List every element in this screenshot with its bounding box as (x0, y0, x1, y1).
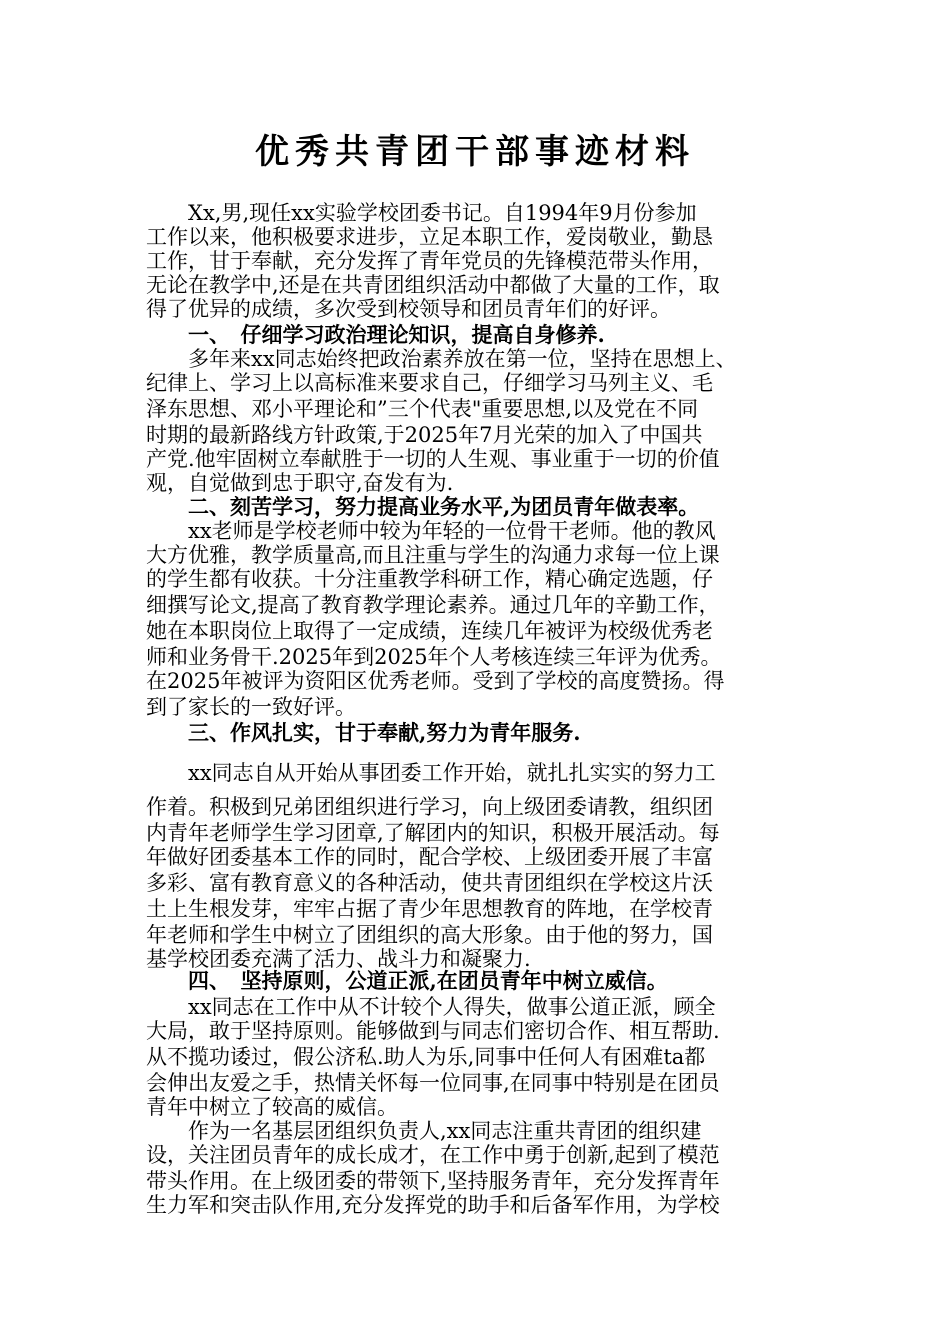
section-heading-3: 三、作风扎实，甘于奉献,努力为青年服务. (146, 720, 581, 745)
para-line: 土上生根发芽，牢牢占据了青少年思想教育的阵地，在学校青 (146, 897, 713, 921)
para-line: 无论在教学中,还是在共青团组织活动中都做了大量的工作，取 (146, 273, 720, 297)
para-line: 工作，甘于奉献，充分发挥了青年党员的先锋模范带头作用， (146, 249, 713, 273)
para-line: 纪律上、学习上以高标准来要求自己，仔细学习马列主义、毛 (146, 371, 713, 395)
section-heading-2: 二、刻苦学习，努力提高业务水平,为团员青年做表率。 (146, 494, 700, 519)
para-line: 会伸出友爱之手，热情关怀每一位同事,在同事中特别是在团员 (146, 1071, 720, 1095)
para-line: 产党.他牢固树立奉献胜于一切的人生观、事业重于一切的价值 (146, 447, 720, 471)
para-line: 多彩、富有教育意义的各种活动，使共青团组织在学校这片沃 (146, 871, 713, 895)
para-line: 设，关注团员青年的成长成才，在工作中勇于创新,起到了模范 (146, 1143, 720, 1167)
para-line: 师和业务骨干.2025年到2025年个人考核连续三年评为优秀。 (146, 645, 722, 669)
para-line: 细撰写论文,提高了教育教学理论素养。通过几年的辛勤工作， (146, 593, 720, 617)
para-line: 年做好团委基本工作的同时，配合学校、上级团委开展了丰富 (146, 845, 713, 869)
para-line: 在2025年被评为资阳区优秀老师。受到了学校的高度赞扬。得 (146, 669, 725, 693)
para-line: 从不揽功诿过，假公济私.助人为乐,同事中任何人有困难ta都 (146, 1045, 706, 1069)
section-heading-1: 一、 仔细学习政治理论知识，提高自身修养. (146, 322, 605, 347)
para-line: xx同志在工作中从不计较个人得失，做事公道正派，顾全 (146, 995, 716, 1019)
document-title: 优秀共青团干部事迹材料 (255, 132, 695, 172)
para-line: 时期的最新路线方针政策,于2025年7月光荣的加入了中国共 (146, 423, 703, 447)
para-line: 带头作用。在上级团委的带领下,坚持服务青年，充分发挥青年 (146, 1169, 720, 1193)
para-line: 基学校团委充满了活力、战斗力和凝聚力. (146, 947, 531, 971)
para-line: 青年中树立了较高的威信。 (146, 1095, 398, 1119)
para-line: 观，自觉做到忠于职守,奋发有为. (146, 471, 454, 495)
para-line: 的学生都有收获。十分注重教学科研工作，精心确定选题，仔 (146, 567, 713, 591)
para-line: xx老师是学校老师中较为年轻的一位骨干老师。他的教风 (146, 519, 716, 543)
para-line: 生力军和突击队作用,充分发挥党的助手和后备军作用，为学校 (146, 1193, 720, 1217)
para-line: 年老师和学生中树立了团组织的高大形象。由于他的努力，国 (146, 923, 713, 947)
para-line: 她在本职岗位上取得了一定成绩，连续几年被评为校级优秀老 (146, 619, 713, 643)
para-line: 工作以来，他积极要求进步，立足本职工作，爱岗敬业，勤恳 (146, 225, 713, 249)
para-line: Xx,男,现任xx实验学校团委书记。自1994年9月份参加 (146, 201, 697, 225)
para-line: 泽东思想、邓小平理论和”三个代表"重要思想,以及党在不同 (146, 397, 699, 421)
para-line: 到了家长的一致好评。 (146, 695, 356, 719)
para-line: 作为一名基层团组织负责人,xx同志注重共青团的组织建 (146, 1119, 702, 1143)
para-line: 作着。积极到兄弟团组织进行学习，向上级团委请教，组织团 (146, 795, 713, 819)
para-line: 大方优雅，教学质量高,而且注重与学生的沟通力求每一位上课 (146, 543, 720, 567)
para-line: 大局，敢于坚持原则。能够做到与同志们密切合作、相互帮助. (146, 1019, 720, 1043)
para-line: xx同志自从开始从事团委工作开始，就扎扎实实的努力工 (146, 761, 716, 785)
para-line: 多年来xx同志始终把政治素养放在第一位，坚持在思想上、 (146, 347, 737, 371)
para-line: 得了优异的成绩，多次受到校领导和团员青年们的好评。 (146, 297, 671, 321)
section-heading-4: 四、 坚持原则，公道正派,在团员青年中树立威信。 (146, 968, 668, 993)
para-line: 内青年老师学生学习团章,了解团内的知识，积极开展活动。每 (146, 821, 720, 845)
